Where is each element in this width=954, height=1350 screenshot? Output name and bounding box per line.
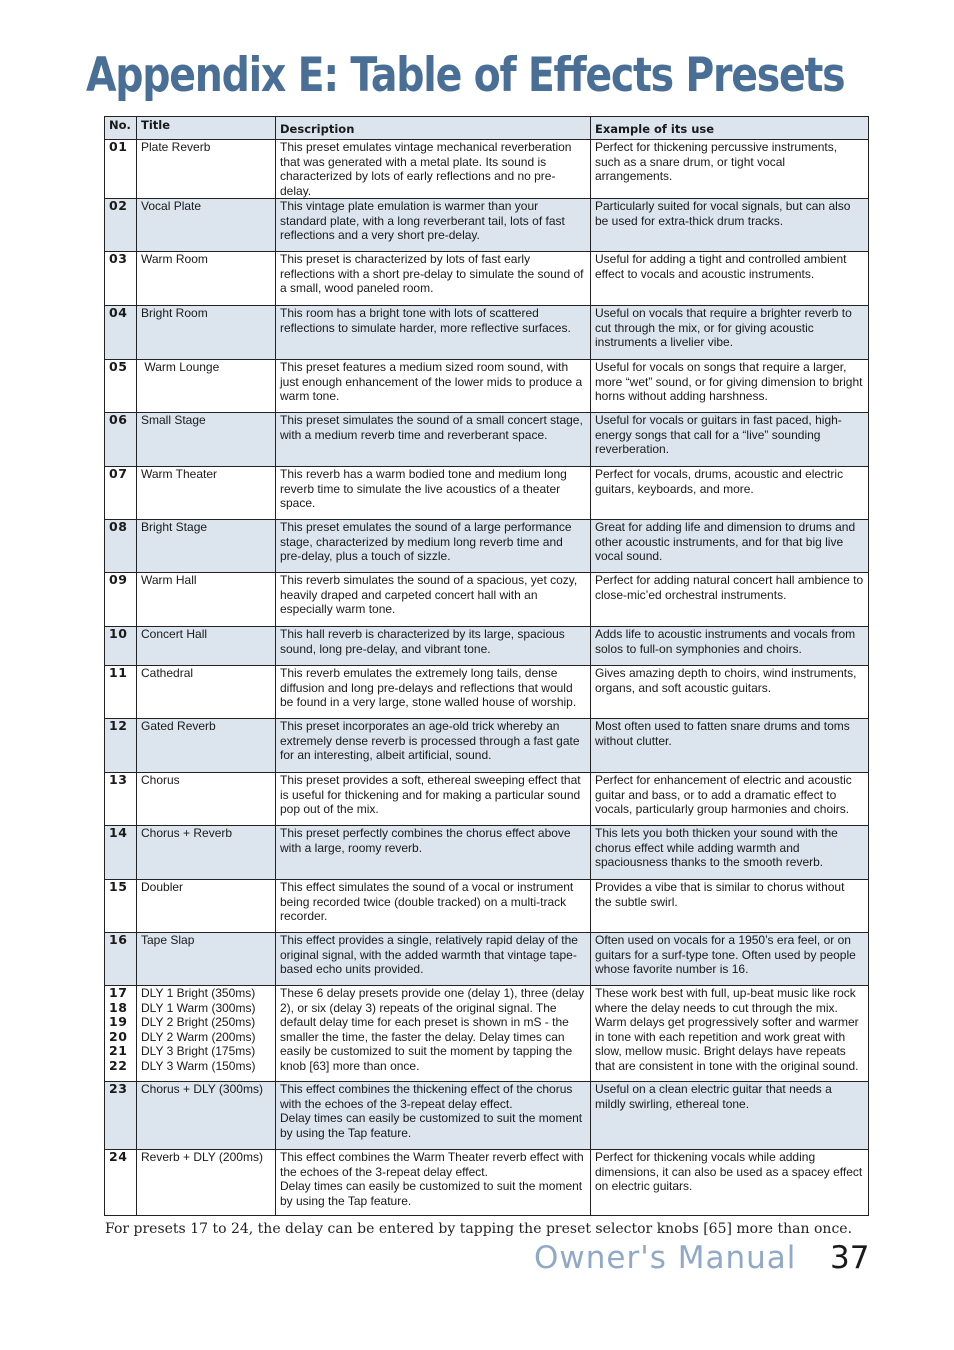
preset-number: 22 [109,1057,128,1073]
table-row [105,252,869,306]
preset-example: Useful for vocals on songs that require a larger, more “wet” sound, or for giving dimension to bright horns without adding harshness. [591,360,869,413]
preset-example: Perfect for thickening vocals while adding dimensions, it can also be used as a spacey effect on electric guitars. [591,1150,869,1216]
preset-description: This reverb simulates the sound of a spacious, yet cozy, heavily draped and carpeted concert hall with an especially warm tone. [276,573,591,627]
preset-description: This reverb emulates the extremely long tails, dense diffusion and long pre-delays and reflections that would be found in a very large, stone walled house of worship. [276,666,591,719]
preset-example: Great for adding life and dimension to drums and other acoustic instruments, and for that big live vocal sound. [591,520,869,573]
preset-number: 06 [105,413,137,467]
brand-label: Owner's Manual [534,1240,797,1276]
preset-example: Useful for vocals or guitars in fast paced, high-energy songs that call for a “live” sounding reverberation. [591,413,869,467]
preset-title: Plate Reverb [137,140,276,199]
table-row [105,880,869,933]
preset-description: This room has a bright tone with lots of scattered reflections to simulate harder, more reflective surfaces. [276,306,591,360]
preset-description: This preset is characterized by lots of fast early reflections with a short pre-delay to simulate the sound of a small, wood paneled room. [276,252,591,306]
header-example: Example of its use [591,117,869,140]
preset-number: 12 [105,719,137,773]
preset-title: Vocal Plate [137,199,276,252]
table-row [105,1150,869,1216]
preset-title-group [137,986,276,1082]
preset-description-line: Delay times can easily be customized to suit the moment by using the Tap feature. [280,1111,583,1140]
preset-title: Gated Reverb [137,719,276,773]
table-row [105,306,869,360]
preset-example: Useful on vocals that require a brighter reverb to cut through the mix, or for giving acoustic instruments a livelier vibe. [591,306,869,360]
preset-example: Perfect for thickening percussive instruments, such as a snare drum, or tight vocal arrangements. [591,140,869,199]
preset-number: 19 [109,1014,128,1030]
preset-number: 11 [105,666,137,719]
preset-title: Warm Theater [137,467,276,520]
preset-title: Doubler [137,880,276,933]
preset-number: 21 [109,1043,128,1059]
preset-description [276,1150,591,1216]
preset-example: This lets you both thicken your sound with the chorus effect while adding warmth and spaciousness thanks to the smooth reverb. [591,826,869,880]
table-row [105,140,869,199]
preset-description: This preset perfectly combines the chorus effect above with a large, roomy reverb. [276,826,591,880]
preset-example: Gives amazing depth to choirs, wind instruments, organs, and soft acoustic guitars. [591,666,869,719]
preset-title: Warm Hall [137,573,276,627]
preset-description: This preset incorporates an age-old trick whereby an extremely dense reverb is processed through a fast gate for an interesting, albeit artificial, sound. [276,719,591,773]
preset-example: Useful for adding a tight and controlled ambient effect to vocals and acoustic instruments. [591,252,869,306]
preset-number: 16 [105,933,137,986]
preset-number: 05 [105,360,137,413]
preset-number: 04 [105,306,137,360]
preset-number: 08 [105,520,137,573]
preset-description: These 6 delay presets provide one (delay 1), three (delay 2), or six (delay 3) repeats of the original signal. The default delay time for each preset is shown in mS - the smaller the time, the faster the delay. Delay times can easily be customized to suit the moment by tapping the knob [63] more than once. [276,986,591,1082]
preset-number: 24 [105,1150,137,1216]
preset-title: DLY 1 Bright (350ms) [141,986,256,1000]
preset-title: Chorus + DLY (300ms) [137,1082,276,1150]
preset-title: Bright Room [137,306,276,360]
preset-description: This preset emulates the sound of a large performance stage, characterized by medium long reverb time and pre-delay, plus a touch of sizzle. [276,520,591,573]
table-row [105,666,869,719]
preset-number: 17 [109,985,128,1000]
preset-number: 09 [105,573,137,627]
preset-title: DLY 1 Warm (300ms) [141,1000,256,1015]
preset-title: Chorus [137,773,276,826]
table-row [105,199,869,252]
table-row [105,467,869,520]
preset-title: Bright Stage [137,520,276,573]
preset-title: Warm Lounge [137,360,276,413]
preset-number: 01 [105,140,137,199]
preset-example: Often used on vocals for a 1950’s era feel, or on guitars for a surf-type tone. Often used by people whose favorite number is 16. [591,933,869,986]
preset-description: This hall reverb is characterized by its large, spacious sound, long pre-delay, and vibrant tone. [276,627,591,666]
preset-description-line: Delay times can easily be customized to suit the moment by using the Tap feature. [280,1179,583,1208]
preset-title: Concert Hall [137,627,276,666]
preset-number: 07 [105,467,137,520]
preset-example: Provides a vibe that is similar to chorus without the subtle swirl. [591,880,869,933]
preset-number: 14 [105,826,137,880]
preset-example: Particularly suited for vocal signals, but can also be used for extra-thick drum tracks. [591,199,869,252]
presets-table [104,116,869,1216]
preset-example: Adds life to acoustic instruments and vocals from solos to full-on symphonies and choirs. [591,627,869,666]
preset-description: This effect provides a single, relatively rapid delay of the original signal, with the added warmth that vintage tape-based echo units provided. [276,933,591,986]
preset-description: This preset features a medium sized room sound, with just enough enhancement of the lower mids to produce a warm tone. [276,360,591,413]
header-description: Description [276,117,591,140]
preset-number: 03 [105,252,137,306]
preset-number: 10 [105,627,137,666]
table-row [105,627,869,666]
table-row [105,360,869,413]
table-row-delay-group [105,986,869,1082]
table-row [105,773,869,826]
preset-example: Perfect for vocals, drums, acoustic and electric guitars, keyboards, and more. [591,467,869,520]
preset-description: This preset emulates vintage mechanical reverberation that was generated with a metal plate. Its sound is characterized by lots of early reflections and no pre-delay. [276,140,591,199]
preset-description-line: This effect combines the Warm Theater reverb effect with the echoes of the 3-repeat delay effect. [280,1150,584,1179]
preset-description: This effect simulates the sound of a vocal or instrument being recorded twice (double tracked) on a multi-track recorder. [276,880,591,933]
preset-description: This vintage plate emulation is warmer than your standard plate, with a long reverberant tail, lots of fast reflections and a very short pre-delay. [276,199,591,252]
header-title: Title [137,117,276,140]
preset-number: 18 [109,999,128,1015]
preset-title: Warm Room [137,252,276,306]
preset-title: DLY 3 Bright (175ms) [141,1044,256,1059]
preset-title: DLY 3 Warm (150ms) [141,1058,256,1073]
preset-title: Cathedral [137,666,276,719]
preset-title: DLY 2 Bright (250ms) [141,1015,256,1030]
preset-description-line: This effect combines the thickening effect of the chorus with the echoes of the 3-repeat delay effect. [280,1082,573,1111]
table-row [105,933,869,986]
preset-number-group [105,986,137,1082]
table-row [105,1082,869,1150]
preset-example: Perfect for adding natural concert hall ambience to close-mic’ed orchestral instruments. [591,573,869,627]
preset-title: Chorus + Reverb [137,826,276,880]
preset-example: These work best with full, up-beat music like rock where the delay needs to cut through the mix. Warm delays get progressively softer and warmer in tone with each repetition and work great with slow, mellow music. Bright delays have repeats that are consistent in tone with the original sound. [591,986,869,1082]
preset-number: 02 [105,199,137,252]
footnote: For presets 17 to 24, the delay can be entered by tapping the preset selector knobs [65] more than once. [105,1221,853,1237]
table-row [105,573,869,627]
preset-description [276,1082,591,1150]
preset-description: This preset simulates the sound of a small concert stage, with a medium reverb time and reverberant space. [276,413,591,467]
preset-title: Tape Slap [137,933,276,986]
preset-number: 20 [109,1028,128,1044]
preset-title: Reverb + DLY (200ms) [137,1150,276,1216]
preset-example: Perfect for enhancement of electric and acoustic guitar and bass, or to add a dramatic effect to vocals, particularly group harmonies and choirs. [591,773,869,826]
table-row [105,719,869,773]
header-no: No. [105,117,137,140]
preset-description: This reverb has a warm bodied tone and medium long reverb time to simulate the live acoustics of a theater space. [276,467,591,520]
table-row [105,826,869,880]
table-body [105,140,869,1216]
preset-number: 13 [105,773,137,826]
preset-title: DLY 2 Warm (200ms) [141,1029,256,1044]
page-number: 37 [830,1240,870,1276]
preset-number: 15 [105,880,137,933]
table-row [105,520,869,573]
table-header-row [105,117,869,140]
table-row [105,413,869,467]
preset-example: Useful on a clean electric guitar that needs a mildly swirling, ethereal tone. [591,1082,869,1150]
preset-title: Small Stage [137,413,276,467]
page-title: Appendix E: Table of Effects Presets [86,48,845,103]
preset-number: 23 [105,1082,137,1150]
preset-example: Most often used to fatten snare drums and toms without clutter. [591,719,869,773]
preset-description: This preset provides a soft, ethereal sweeping effect that is useful for thickening and for making a particular sound pop out of the mix. [276,773,591,826]
